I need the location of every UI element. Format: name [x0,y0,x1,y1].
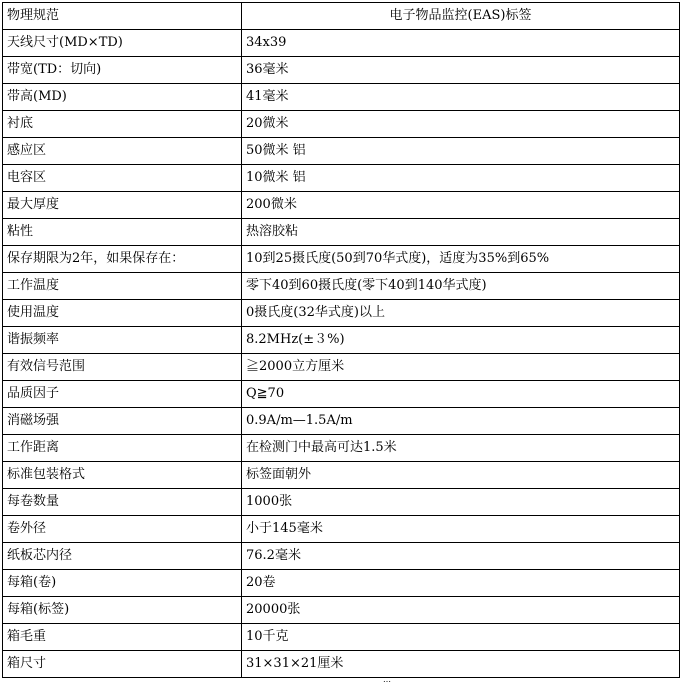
table-row [3,192,680,219]
table-header-row [3,3,680,30]
table-row [3,165,680,192]
value-cell: 标签面朝外 [242,462,680,489]
property-cell: 纸板芯内径 [3,543,242,570]
table-row [3,354,680,381]
property-cell: 有效信号范围 [3,354,242,381]
table-row [3,138,680,165]
header-property: 物理规范 [3,3,242,30]
value-cell: 34x39 [242,30,680,57]
table-body [3,30,680,678]
value-cell: 小于145毫米 [242,516,680,543]
value-cell: 10千克 [242,624,680,651]
table-row [3,273,680,300]
value-cell: 热溶胶粘 [242,219,680,246]
property-cell: 最大厚度 [3,192,242,219]
value-cell: 50微米 铝 [242,138,680,165]
property-cell: 带宽(TD：切向) [3,57,242,84]
table-row [3,489,680,516]
property-cell: 消磁场强 [3,408,242,435]
property-cell: 粘性 [3,219,242,246]
value-cell: 76.2毫米 [242,543,680,570]
table-row [3,327,680,354]
value-cell: 20微米 [242,111,680,138]
table-row [3,381,680,408]
value-cell: 零下40到60摄氏度(零下40到140华式度) [242,273,680,300]
spec-table [2,2,680,678]
table-row [3,543,680,570]
value-cell: ≧2000立方厘米 [242,354,680,381]
table-row [3,651,680,678]
property-cell: 谐振频率 [3,327,242,354]
table-row [3,30,680,57]
value-cell: 10到25摄氏度(50到70华式度)，适度为35%到65% [242,246,680,273]
value-cell: Q≧70 [242,381,680,408]
property-cell: 每卷数量 [3,489,242,516]
value-cell: 8.2MHz(±３%) [242,327,680,354]
table-row [3,219,680,246]
table-row [3,435,680,462]
table-row [3,516,680,543]
property-cell: 工作距离 [3,435,242,462]
property-cell: 每箱(标签) [3,597,242,624]
property-cell: 感应区 [3,138,242,165]
value-cell: 20000张 [242,597,680,624]
value-cell: 200微米 [242,192,680,219]
table-row [3,246,680,273]
header-value: 电子物品监控(EAS)标签 [242,3,680,30]
table-row [3,624,680,651]
value-cell: 20卷 [242,570,680,597]
property-cell: 箱尺寸 [3,651,242,678]
property-cell: 品质因子 [3,381,242,408]
property-cell: 箱毛重 [3,624,242,651]
table-row [3,84,680,111]
property-cell: 工作温度 [3,273,242,300]
table-row [3,408,680,435]
value-cell: 在检测门中最高可达1.5米 [242,435,680,462]
value-cell: 1000张 [242,489,680,516]
table-row [3,57,680,84]
table-row [3,300,680,327]
table-row [3,111,680,138]
property-cell: 标准包装格式 [3,462,242,489]
property-cell: 使用温度 [3,300,242,327]
continuation-mark: … [383,675,391,684]
property-cell: 每箱(卷) [3,570,242,597]
table-row [3,570,680,597]
value-cell: 0.9A/m—1.5A/m [242,408,680,435]
property-cell: 保存期限为2年，如果保存在： [3,246,242,273]
value-cell: 10微米 铝 [242,165,680,192]
value-cell: 41毫米 [242,84,680,111]
property-cell: 带高(MD) [3,84,242,111]
property-cell: 衬底 [3,111,242,138]
value-cell: 36毫米 [242,57,680,84]
table-row [3,597,680,624]
property-cell: 卷外径 [3,516,242,543]
value-cell: 31×31×21厘米 [242,651,680,678]
table-row [3,462,680,489]
value-cell: 0摄氏度(32华式度)以上 [242,300,680,327]
property-cell: 天线尺寸(MD×TD) [3,30,242,57]
property-cell: 电容区 [3,165,242,192]
